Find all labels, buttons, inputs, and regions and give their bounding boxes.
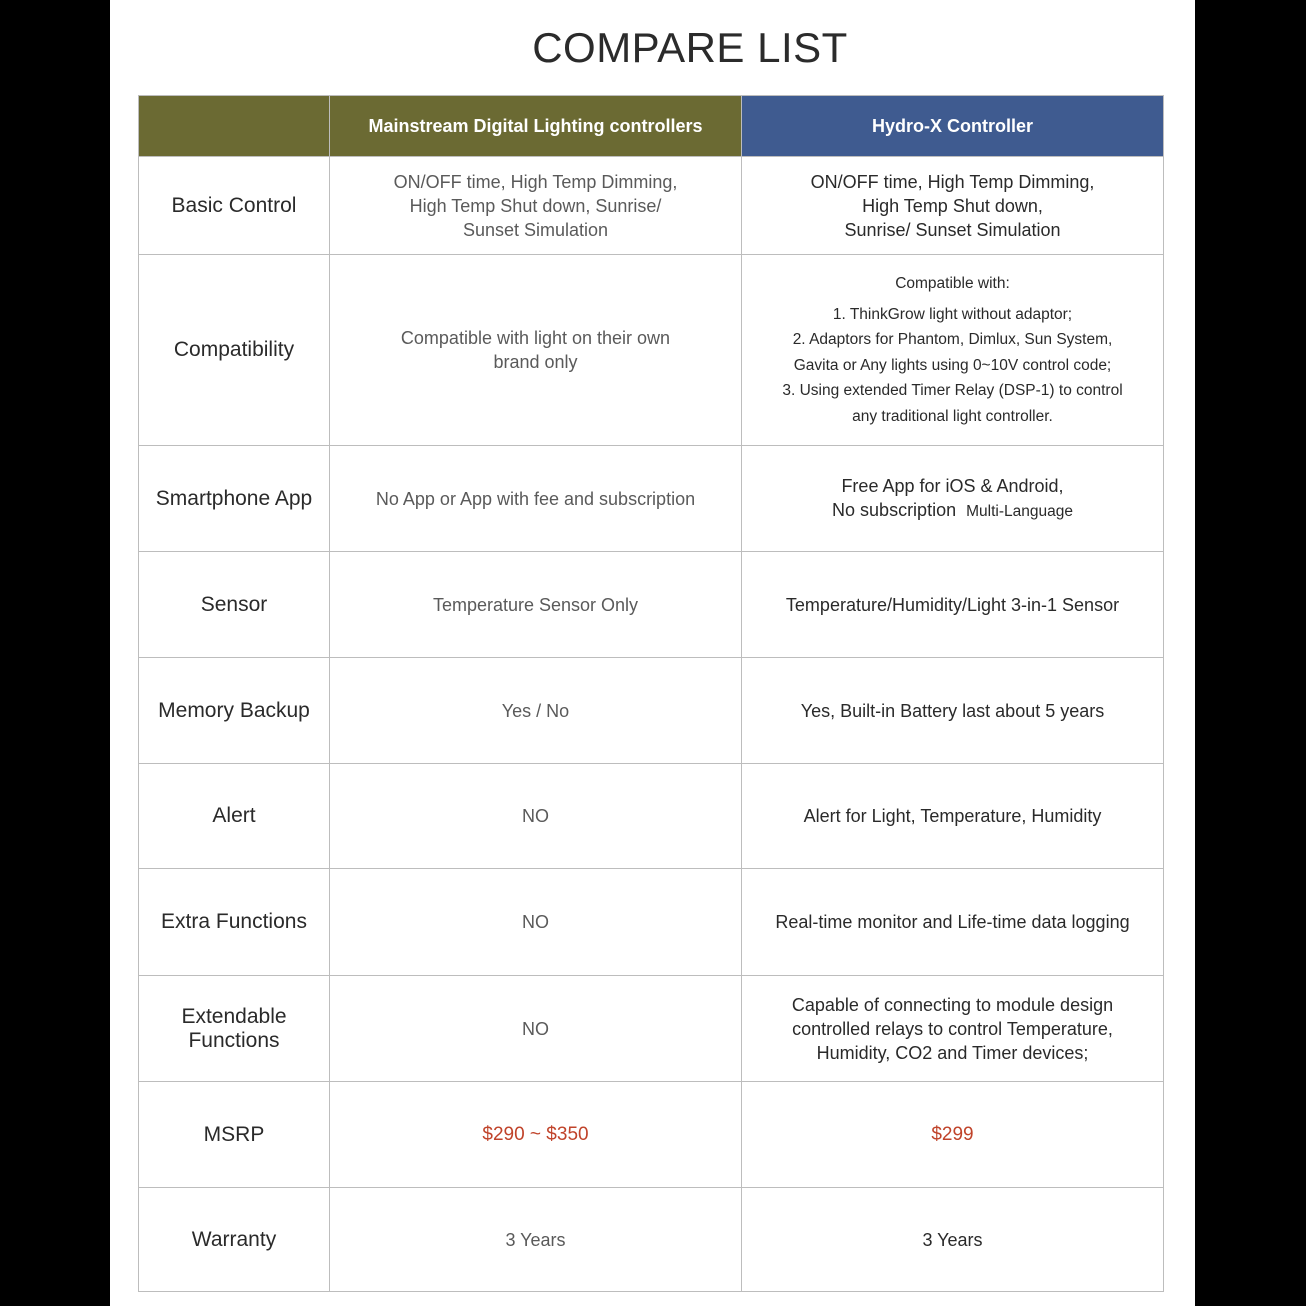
row-label-alert: Alert <box>139 764 330 869</box>
table-row <box>139 255 1164 446</box>
row-label-extendable-functions <box>139 976 330 1082</box>
row-label-sensor: Sensor <box>139 552 330 658</box>
text-line: High Temp Shut down, Sunrise/ <box>409 195 662 216</box>
text-line: Extendable <box>181 1004 287 1028</box>
mainstream-extra-functions: NO <box>330 869 742 976</box>
table-row <box>139 658 1164 764</box>
table-row <box>139 157 1164 255</box>
hydrox-sensor: Temperature/Humidity/Light 3-in-1 Sensor <box>742 552 1164 658</box>
text-line: Sunset Simulation <box>462 219 609 240</box>
table-row <box>139 552 1164 658</box>
mainstream-basic-control <box>330 157 742 255</box>
text-line: High Temp Shut down, <box>862 195 1043 216</box>
hydrox-smartphone-app <box>742 446 1164 552</box>
row-label-memory-backup: Memory Backup <box>139 658 330 764</box>
row-label-msrp: MSRP <box>139 1082 330 1188</box>
text-line: any traditional light controller. <box>852 407 1053 425</box>
text-line: 2. Adaptors for Phantom, Dimlux, Sun System, <box>792 331 1113 348</box>
document-page <box>110 0 1195 1306</box>
table-row <box>139 1188 1164 1292</box>
header-mainstream: Mainstream Digital Lighting controllers <box>330 96 742 157</box>
text-line: brand only <box>493 352 578 372</box>
mainstream-alert: NO <box>330 764 742 869</box>
text-line: 3. Using extended Timer Relay (DSP-1) to control <box>782 382 1123 399</box>
row-label-extra-functions: Extra Functions <box>139 869 330 976</box>
table-row <box>139 1082 1164 1188</box>
text-line: controlled relays to control Temperature, <box>792 1018 1113 1039</box>
row-label-basic-control: Basic Control <box>139 157 330 255</box>
table-row <box>139 446 1164 552</box>
text-line: Capable of connecting to module design <box>791 994 1114 1015</box>
header-blank-cell <box>139 96 330 157</box>
text-line: ON/OFF time, High Temp Dimming, <box>810 171 1095 192</box>
hydrox-warranty: 3 Years <box>742 1188 1164 1292</box>
mainstream-warranty: 3 Years <box>330 1188 742 1292</box>
table-row <box>139 764 1164 869</box>
row-label-compatibility: Compatibility <box>139 255 330 446</box>
text-segment: No subscription <box>832 499 957 520</box>
table-row <box>139 976 1164 1082</box>
text-line: Free App for iOS & Android, <box>841 475 1064 496</box>
text-line: Gavita or Any lights using 0~10V control code; <box>793 356 1112 374</box>
header-row <box>139 96 1164 157</box>
row-label-warranty: Warranty <box>139 1188 330 1292</box>
text-line: 1. ThinkGrow light without adaptor; <box>832 305 1073 323</box>
text-line: Compatible with: <box>895 275 1010 292</box>
hydrox-compatibility <box>742 255 1164 446</box>
page-title: COMPARE LIST <box>532 24 848 71</box>
hydrox-memory-backup: Yes, Built-in Battery last about 5 years <box>742 658 1164 764</box>
table-row <box>139 869 1164 976</box>
hydrox-basic-control <box>742 157 1164 255</box>
hydrox-extendable-functions <box>742 976 1164 1082</box>
text-line: Functions <box>188 1028 280 1052</box>
mainstream-extendable-functions: NO <box>330 976 742 1082</box>
hydrox-msrp: $299 <box>742 1082 1164 1188</box>
text-line: Compatible with light on their own <box>400 328 671 348</box>
text-line: Sunrise/ Sunset Simulation <box>844 219 1061 240</box>
text-line: Humidity, CO2 and Timer devices; <box>816 1042 1089 1063</box>
text-segment: Multi-Language <box>966 502 1073 520</box>
mainstream-memory-backup: Yes / No <box>330 658 742 764</box>
header-hydrox: Hydro-X Controller <box>742 96 1164 157</box>
hydrox-alert: Alert for Light, Temperature, Humidity <box>742 764 1164 869</box>
mainstream-sensor: Temperature Sensor Only <box>330 552 742 658</box>
hydrox-extra-functions: Real-time monitor and Life-time data logging <box>742 869 1164 976</box>
text-line: ON/OFF time, High Temp Dimming, <box>393 171 678 192</box>
mainstream-msrp: $290 ~ $350 <box>330 1082 742 1188</box>
mainstream-compatibility <box>330 255 742 446</box>
compare-table <box>138 95 1164 1292</box>
mainstream-smartphone-app: No App or App with fee and subscription <box>330 446 742 552</box>
text-line <box>752 498 1153 524</box>
row-label-smartphone-app: Smartphone App <box>139 446 330 552</box>
